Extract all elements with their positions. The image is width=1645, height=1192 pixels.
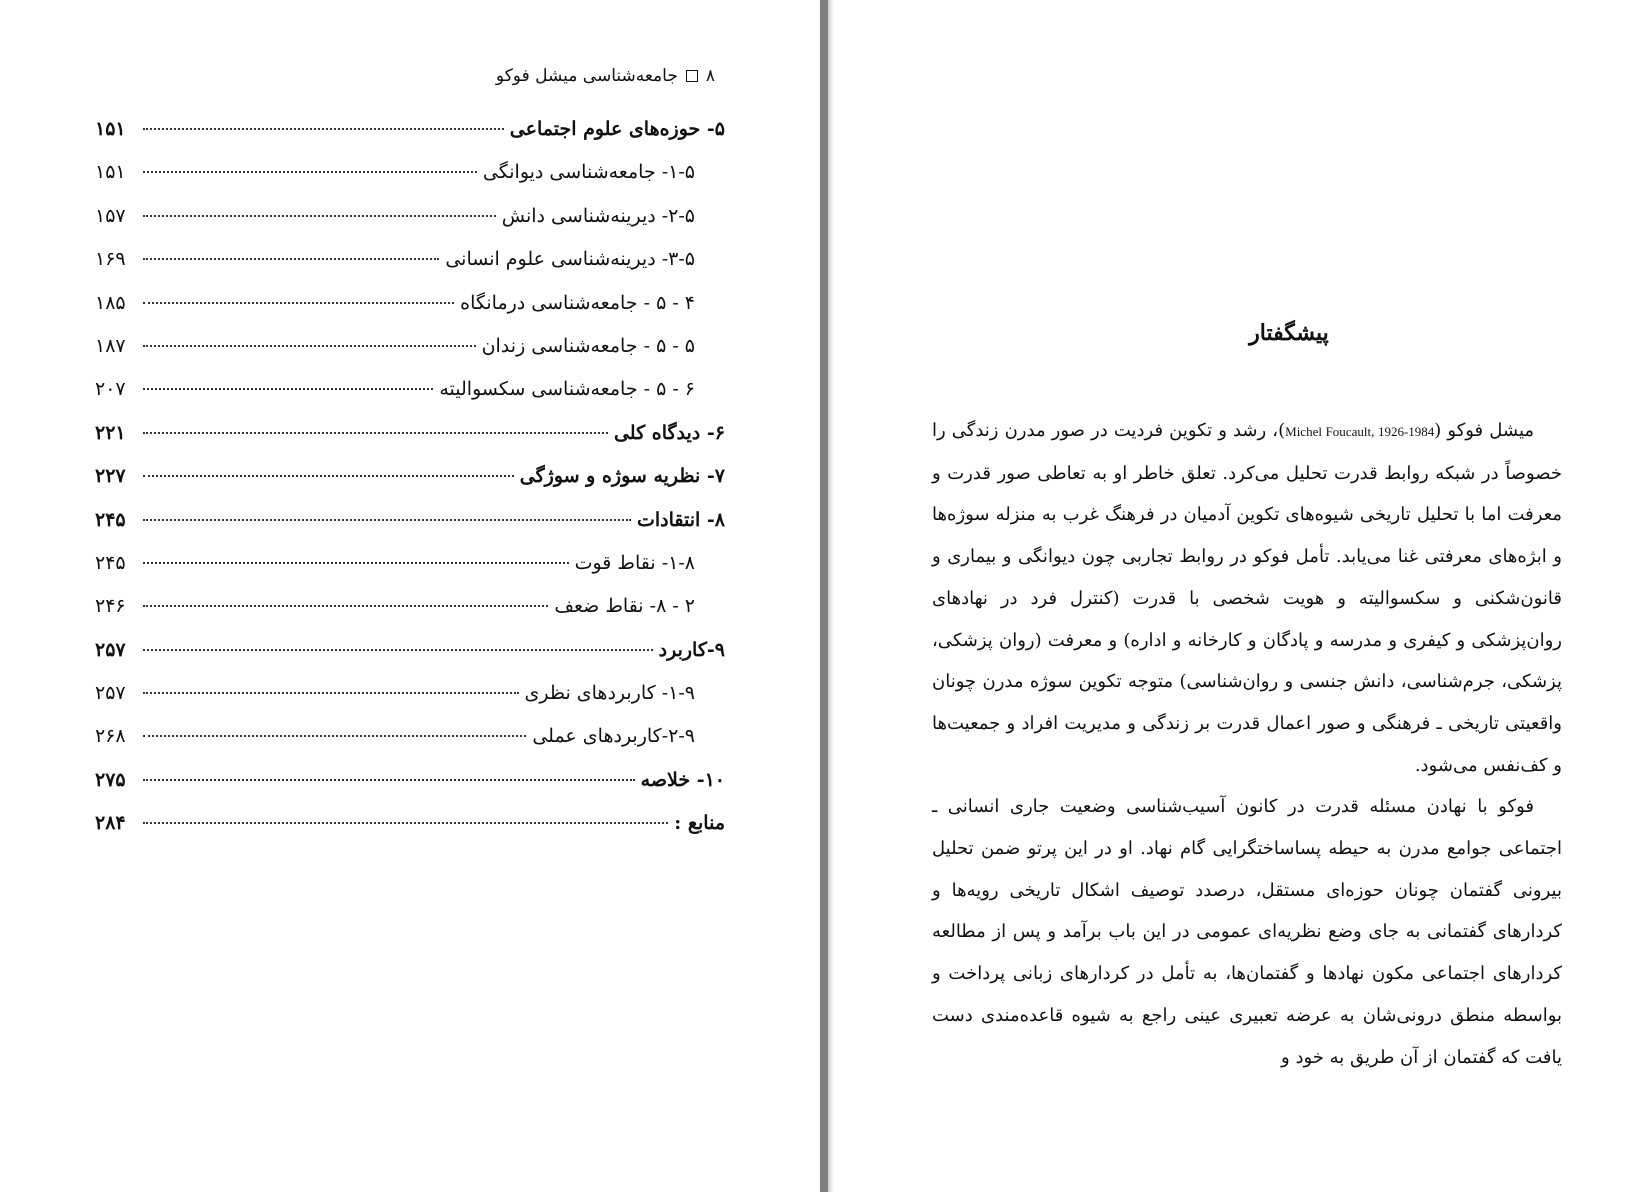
toc-leader-dots bbox=[143, 735, 526, 737]
toc-leader-dots bbox=[143, 432, 608, 434]
toc-row bbox=[95, 205, 725, 248]
toc-row bbox=[95, 378, 725, 421]
toc-row bbox=[95, 639, 725, 682]
toc-leader-dots bbox=[143, 388, 433, 390]
header-page-number: ۸ bbox=[705, 66, 715, 86]
toc-page-number: ۱۵۱ bbox=[95, 161, 126, 184]
toc-entry-title: ۱-۸- نقاط قوت bbox=[574, 551, 695, 574]
toc-entry-title: ۹-کاربرد bbox=[658, 638, 725, 661]
toc-page-number: ۱۸۵ bbox=[95, 291, 126, 314]
toc-row bbox=[95, 595, 725, 638]
toc-page-number: ۲۲۷ bbox=[95, 465, 126, 488]
toc-leader-dots bbox=[143, 215, 496, 217]
toc-page-number: ۲۴۵ bbox=[95, 508, 126, 531]
square-ornament-icon bbox=[686, 70, 698, 82]
toc-page-number: ۲۷۵ bbox=[95, 768, 126, 791]
toc-entry-title: ۵ - ۵ - جامعه‌شناسی زندان bbox=[481, 334, 695, 357]
paragraph-1-rest: )، رشد و تکوین فردیت در صور مدرن زندگی را خصوصاً در شبکه روابط قدرت تحلیل می‌کرد. تعلق خاطر او به تعاطی صور قدرت و معرفت اما با تحلیل تاریخی شیوه‌های تکوین آدمیان در فرهنگ غرب به منزله سوژه‌ها و ابژه‌های معرفتی غنا می‌یابد. تأمل فوکو در روابط تجاربی چون دیوانگی و بیماری و قانون‌شکنی و سکسوالیته و هویت شخصی با قدرت (کنترل فرد در نهادهای روان‌پزشکی و کیفری و مدرسه و پادگان و کارخانه و اداره) و معرفت (روان پزشکی، پزشکی، جرم‌شناسی، دانش جنسی و روان‌شناسی) متوجه تکوین سوژه مدرن چونان واقعیتی تاریخی ـ فرهنگی و صور اعمال قدرت بر زندگی و مدیریت افراد و جمعیت‌ها و کف‌نفس می‌شود. bbox=[932, 420, 1562, 776]
toc-row bbox=[95, 682, 725, 725]
toc-entry-title: ۲-۹-کاربردهای عملی bbox=[532, 725, 695, 748]
latin-name-dates: Michel Foucault, 1926-1984 bbox=[1285, 424, 1435, 439]
toc-page-number: ۲۵۷ bbox=[95, 682, 126, 705]
toc-leader-dots bbox=[143, 128, 504, 130]
toc-leader-dots bbox=[143, 605, 548, 607]
foreword-title: پیشگفتار bbox=[1249, 320, 1329, 346]
toc-leader-dots bbox=[143, 779, 635, 781]
toc-row bbox=[95, 335, 725, 378]
toc-entry-title: ۸- انتقادات bbox=[636, 508, 725, 531]
paragraph-2: فوکو با نهادن مسئله قدرت در کانون آسیب‌شناسی وضعیت جاری انسانی ـ اجتماعی جوامع مدرن به حیطه پساساختگرایی گام نهاد. او در این پرتو ضمن تحلیل بیرونی گفتمان چونان حوزه‌ای مستقل، درصدد توصیف اشکال تاریخی رویه‌ها و کردارهای گفتمانی به جای وضع نظریه‌ای عمومی در این باب برآمد و پس از مطالعه کردارهای اجتماعی مکون نهادها و گفتمان‌ها، به تأمل در کردارهای زبانی پرداخت و بواسطه منطق درونی‌شان به عرضه تعبیری عینی راجع به شیوه قاعده‌مندی دست یافت که گفتمان از آن طریق به خود و bbox=[932, 796, 1562, 1068]
toc-entry-title: ۲-۵- دیرینه‌شناسی دانش bbox=[501, 204, 695, 227]
toc-entry-title: ۱۰- خلاصه bbox=[640, 768, 725, 791]
toc-page-number: ۲۵۷ bbox=[95, 638, 126, 661]
toc-leader-dots bbox=[143, 475, 514, 477]
toc-page-number: ۱۸۷ bbox=[95, 334, 126, 357]
toc-page-number: ۱۵۱ bbox=[95, 118, 126, 140]
toc-entry-title: ۱-۵- جامعه‌شناسی دیوانگی bbox=[482, 161, 695, 184]
toc-leader-dots bbox=[143, 345, 476, 347]
toc-page-number: ۱۶۹ bbox=[95, 248, 126, 271]
toc-leader-dots bbox=[143, 649, 653, 651]
toc-page-number: ۲۲۱ bbox=[95, 421, 126, 444]
toc-page-number: ۲۰۷ bbox=[95, 378, 126, 401]
toc-page-number: ۲۶۸ bbox=[95, 725, 126, 748]
toc-row bbox=[95, 769, 725, 812]
toc-row bbox=[95, 161, 725, 204]
toc-page-number: ۱۵۷ bbox=[95, 204, 126, 227]
left-page-toc bbox=[0, 0, 820, 1192]
toc-row bbox=[95, 118, 725, 161]
toc-entry-title: ۴ - ۵ - جامعه‌شناسی درمانگاه bbox=[460, 291, 695, 314]
right-page-foreword bbox=[834, 0, 1645, 1192]
running-header bbox=[470, 62, 715, 90]
toc-entry-title: ۲ - ۸- نقاط ضعف bbox=[554, 595, 695, 618]
toc-row bbox=[95, 725, 725, 768]
toc-entry-title: ۶ - ۵ - جامعه‌شناسی سکسوالیته bbox=[439, 378, 695, 401]
foreword-body bbox=[932, 410, 1562, 1078]
toc-entry-title: ۳-۵- دیرینه‌شناسی علوم انسانی bbox=[445, 248, 695, 271]
toc-leader-dots bbox=[143, 562, 569, 564]
toc-row bbox=[95, 292, 725, 335]
toc-entry-title: منابع : bbox=[674, 812, 725, 835]
toc-leader-dots bbox=[143, 692, 519, 694]
table-of-contents bbox=[95, 118, 725, 856]
toc-row bbox=[95, 552, 725, 595]
toc-row bbox=[95, 465, 725, 508]
toc-row bbox=[95, 812, 725, 855]
toc-page-number: ۲۸۴ bbox=[95, 812, 126, 835]
toc-leader-dots bbox=[143, 822, 668, 824]
toc-leader-dots bbox=[143, 519, 631, 521]
toc-leader-dots bbox=[143, 258, 439, 260]
toc-row bbox=[95, 422, 725, 465]
toc-page-number: ۲۴۶ bbox=[95, 595, 126, 618]
toc-entry-title: ۷- نظریه سوژه و سوژگی bbox=[519, 465, 725, 488]
book-gutter bbox=[820, 0, 828, 1192]
toc-page-number: ۲۴۵ bbox=[95, 551, 126, 574]
toc-entry-title: ۶- دیدگاه کلی bbox=[613, 421, 725, 444]
toc-row bbox=[95, 248, 725, 291]
paragraph-1-start: میشل فوکو ( bbox=[1434, 420, 1535, 441]
toc-row bbox=[95, 509, 725, 552]
header-book-title: جامعه‌شناسی میشل فوکو bbox=[495, 66, 678, 86]
toc-leader-dots bbox=[143, 171, 477, 173]
paragraph-1 bbox=[932, 410, 1562, 786]
toc-leader-dots bbox=[143, 302, 454, 304]
toc-entry-title: ۱-۹- کاربردهای نظری bbox=[524, 682, 695, 705]
toc-entry-title: ۵- حوزه‌های علوم اجتماعی bbox=[509, 118, 725, 140]
